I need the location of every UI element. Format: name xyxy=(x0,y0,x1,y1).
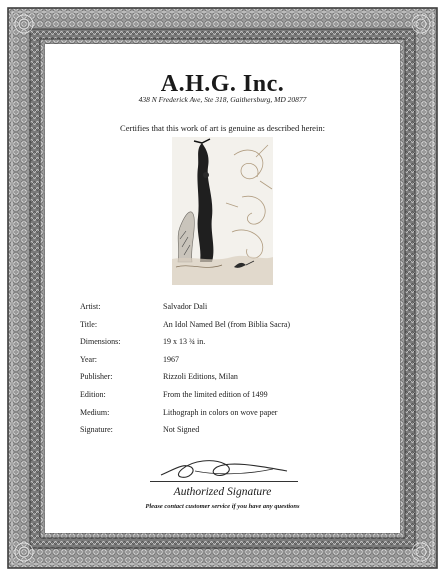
contact-note: Please contact customer service if you have any questions xyxy=(145,503,300,510)
detail-label: Medium: xyxy=(80,407,110,417)
detail-label: Year: xyxy=(80,354,97,364)
certification-statement: Certifies that this work of art is genuine as described herein: xyxy=(120,123,325,133)
detail-value: Lithograph in colors on wove paper xyxy=(163,407,278,417)
detail-value: An Idol Named Bel (from Biblia Sacra) xyxy=(163,319,291,329)
detail-label: Dimensions: xyxy=(80,337,121,347)
signature-caption: Authorized Signature xyxy=(173,486,272,498)
detail-label: Artist: xyxy=(80,302,101,311)
detail-value: Rizzoli Editions, Milan xyxy=(163,372,238,382)
detail-label: Signature: xyxy=(80,425,113,435)
handwritten-signature xyxy=(155,449,295,483)
certificate-body xyxy=(45,44,400,533)
company-address: 438 N Frederick Ave, Ste 318, Gaithersburg, MD 20877 xyxy=(138,95,307,104)
detail-label: Edition: xyxy=(80,389,106,399)
company-name: A.H.G. Inc. xyxy=(160,71,285,97)
detail-value: 1967 xyxy=(163,354,179,364)
detail-value: From the limited edition of 1499 xyxy=(163,389,268,399)
detail-value: 19 x 13 ¾ in. xyxy=(163,337,206,347)
detail-label: Publisher: xyxy=(80,372,113,382)
artwork-image xyxy=(172,137,273,285)
detail-value: Salvador Dali xyxy=(163,302,208,311)
detail-label: Title: xyxy=(80,319,98,329)
signature-line xyxy=(150,481,298,482)
detail-value: Not Signed xyxy=(163,425,200,435)
